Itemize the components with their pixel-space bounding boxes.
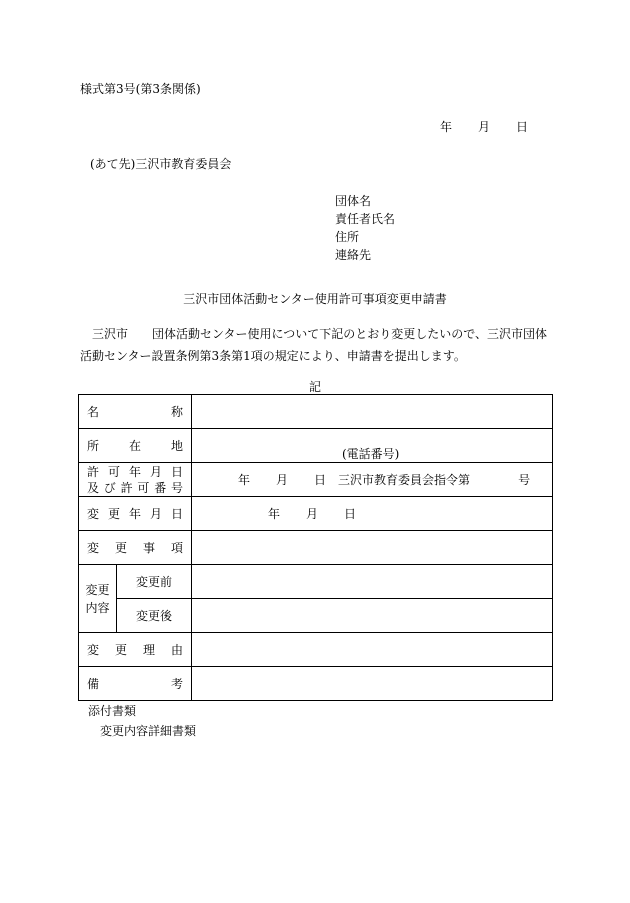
table-row-reason xyxy=(79,633,553,667)
name-field[interactable] xyxy=(192,395,553,429)
table-row-change-after xyxy=(79,599,553,633)
ki-heading: 記 xyxy=(308,380,321,394)
attachments-item: 変更内容詳細書類 xyxy=(100,724,197,738)
contact-label: 連絡先 xyxy=(335,248,372,262)
body-text: 三沢市 団体活動センター使用について下記のとおり変更したいので、三沢市団体活動センター設置条例第3条第1項の規定により、申請書を提出します。 xyxy=(80,327,548,363)
addressee: (あて先)三沢市教育委員会 xyxy=(90,157,232,171)
change-content-label: 変更 内容 xyxy=(79,565,117,633)
reason-label: 変 更 理 由 xyxy=(79,633,192,667)
document-title: 三沢市団体活動センター使用許可事項変更申請書 xyxy=(183,292,447,306)
remarks-label: 備 考 xyxy=(79,667,192,701)
table-row-name xyxy=(79,395,553,429)
group-name-label: 団体名 xyxy=(335,194,372,208)
change-item-label: 変 更 事 項 xyxy=(79,531,192,565)
change-item-field[interactable] xyxy=(192,531,553,565)
location-label: 所 在 地 xyxy=(79,429,192,463)
table-row-remarks xyxy=(79,667,553,701)
after-field[interactable] xyxy=(192,599,553,633)
table-row-change-before xyxy=(79,565,553,599)
phone-label: (電話番号) xyxy=(342,447,400,461)
before-field[interactable] xyxy=(192,565,553,599)
address-label: 住所 xyxy=(335,230,360,244)
date-month: 月 xyxy=(478,120,491,134)
table-row-change-item xyxy=(79,531,553,565)
permit-field[interactable]: 年 月 日 三沢市教育委員会指令第 号 xyxy=(192,463,553,497)
applicant-block xyxy=(335,192,395,264)
location-field[interactable] xyxy=(192,429,553,463)
table-row-location xyxy=(79,429,553,463)
date-year: 年 xyxy=(440,120,453,134)
table-row-change-date xyxy=(79,497,553,531)
application-table xyxy=(78,394,553,701)
after-label: 変更後 xyxy=(117,599,192,633)
date-line xyxy=(440,118,528,135)
change-date-field[interactable]: 年 月 日 xyxy=(192,497,553,531)
attachments-label: 添付書類 xyxy=(88,704,137,718)
remarks-field[interactable] xyxy=(192,667,553,701)
reason-field[interactable] xyxy=(192,633,553,667)
table-row-permit xyxy=(79,463,553,497)
name-label: 名 称 xyxy=(79,395,192,429)
permit-label: 許 可 年 月 日 及 び 許 可 番 号 xyxy=(79,463,192,497)
change-date-label: 変 更 年 月 日 xyxy=(79,497,192,531)
form-number: 様式第3号(第3条関係) xyxy=(80,82,201,96)
representative-label: 責任者氏名 xyxy=(335,212,396,226)
date-day: 日 xyxy=(516,120,529,134)
before-label: 変更前 xyxy=(117,565,192,599)
